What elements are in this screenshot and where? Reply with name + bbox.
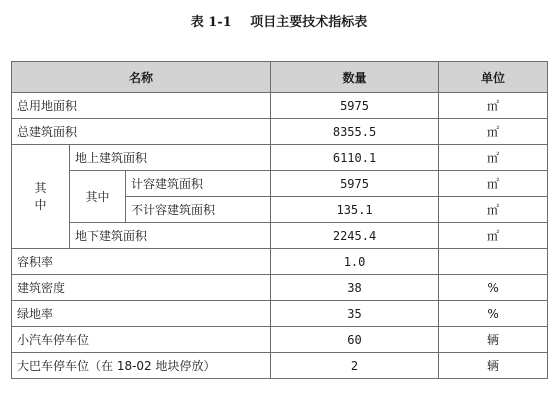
row-unit: 辆 — [439, 353, 548, 379]
caption-title: 项目主要技术指标表 — [250, 15, 368, 30]
row-unit: 辆 — [439, 327, 548, 353]
table-row — [12, 353, 548, 379]
row-label: 不计容建筑面积 — [126, 197, 271, 223]
sub-group-label: 其中 — [70, 171, 126, 223]
table-row — [12, 275, 548, 301]
row-value: 2 — [271, 353, 439, 379]
row-unit: ㎡ — [439, 197, 548, 223]
header-name: 名称 — [12, 62, 271, 93]
table-row — [12, 301, 548, 327]
row-unit: % — [439, 275, 548, 301]
row-label: 计容建筑面积 — [126, 171, 271, 197]
table-row — [12, 119, 548, 145]
table-header-row — [12, 62, 548, 93]
row-value: 5975 — [271, 93, 439, 119]
row-value: 1.0 — [271, 249, 439, 275]
tech-indicator-table — [11, 61, 548, 379]
row-unit: ㎡ — [439, 93, 548, 119]
group-label: 其中 — [12, 145, 70, 249]
row-unit: ㎡ — [439, 119, 548, 145]
row-value: 35 — [271, 301, 439, 327]
row-label: 绿地率 — [12, 301, 271, 327]
row-label: 容积率 — [12, 249, 271, 275]
row-unit: ㎡ — [439, 223, 548, 249]
row-unit — [439, 249, 548, 275]
row-value: 60 — [271, 327, 439, 353]
table-row — [12, 145, 548, 171]
table-row — [12, 327, 548, 353]
table-row — [12, 171, 548, 197]
row-value: 38 — [271, 275, 439, 301]
row-value: 6110.1 — [271, 145, 439, 171]
row-value: 5975 — [271, 171, 439, 197]
row-label: 建筑密度 — [12, 275, 271, 301]
table-caption — [0, 11, 558, 30]
header-unit: 单位 — [439, 62, 548, 93]
row-label: 大巴车停车位（在 18-02 地块停放） — [12, 353, 271, 379]
row-unit: ㎡ — [439, 171, 548, 197]
row-value: 135.1 — [271, 197, 439, 223]
row-label: 总建筑面积 — [12, 119, 271, 145]
header-quantity: 数量 — [271, 62, 439, 93]
row-value: 8355.5 — [271, 119, 439, 145]
caption-number: 表 1-1 — [190, 15, 232, 30]
table-row — [12, 93, 548, 119]
row-label: 小汽车停车位 — [12, 327, 271, 353]
row-label: 总用地面积 — [12, 93, 271, 119]
row-unit: % — [439, 301, 548, 327]
row-label: 地上建筑面积 — [70, 145, 271, 171]
table-row — [12, 223, 548, 249]
row-label: 地下建筑面积 — [70, 223, 271, 249]
row-unit: ㎡ — [439, 145, 548, 171]
row-value: 2245.4 — [271, 223, 439, 249]
table-row — [12, 249, 548, 275]
